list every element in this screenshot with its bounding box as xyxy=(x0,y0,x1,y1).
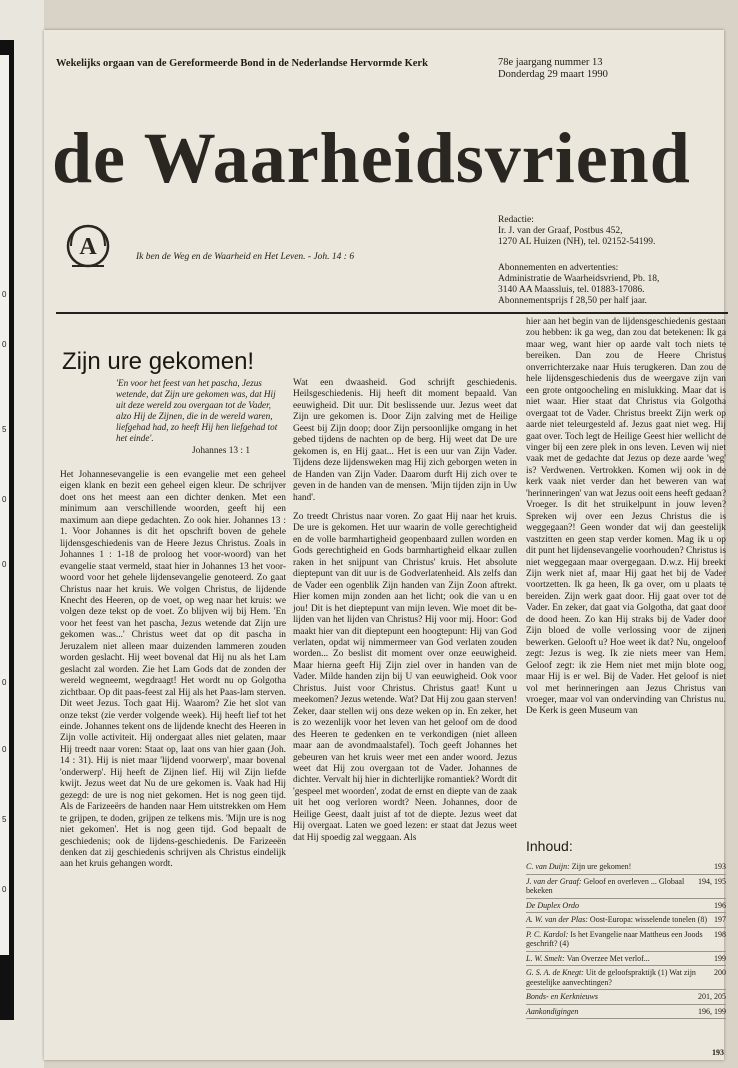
toc-author: J. van der Graaf: xyxy=(526,876,582,886)
toc-entry xyxy=(526,877,694,896)
toc-text: Van Overzee Met verlof... xyxy=(566,953,650,963)
toc-row xyxy=(526,990,726,1005)
issue-date: Donderdag 29 maart 1990 xyxy=(498,69,608,80)
header-divider xyxy=(56,312,728,314)
masthead-title: de Waarheidsvriend xyxy=(52,118,691,198)
toc-entry xyxy=(526,992,598,1002)
binder-tick: 0 xyxy=(2,340,7,349)
abonnementen-line: Administratie de Waarheidsvriend, Pb. 18, xyxy=(498,274,660,284)
toc-page: 194, 195 xyxy=(698,876,726,886)
paragraph: Wat een dwaasheid. God schrijft geschiedenis. Heilsgeschiedenis. Hij heeft dit moment bepaald. Van eeuwigheid. Dit uur. Dit beslissende uur. Jezus weet dat Zijn ure gekomen is. Door Zijn zalving met de Heilige Geest bij Zijn doop; door Zijn persoonlijke omgang in het gebed tijdens de nachten op de berg. Hij weet dat De ure gekomen is, en Hij gaat... Het is een uur van Zijn Vader. Tijdens deze lijdensweken mag Hij zich geborgen weten in de Handen van Zijn Vader. Daarom durft Hij zich over te geven in de handen van de mensen. 'Mijn tijden zijn in Uw hand'. xyxy=(293,378,517,503)
toc-entry xyxy=(526,954,650,964)
toc-entry xyxy=(526,915,707,925)
binder-tick: 0 xyxy=(2,290,7,299)
toc-text: Uit de geloofspraktijk (1) Wat zijn geestelijke aanvechtingen? xyxy=(526,968,696,987)
toc-text: Is het Evangelie naar Mattheus een Joods geschrift? (4) xyxy=(526,929,703,948)
toc-row xyxy=(526,966,726,990)
binder-tick: 0 xyxy=(2,678,7,687)
toc-page: 199 xyxy=(714,953,726,963)
abonnementen-block xyxy=(498,263,659,307)
binder-strip xyxy=(0,0,44,1068)
toc-author: L. W. Smelt: xyxy=(526,953,565,963)
quote-reference: Johannes 13 : 1 xyxy=(192,446,251,456)
binder-tick: 5 xyxy=(2,425,7,434)
paragraph: Het Johannesevangelie is een evangelie met een geheel eigen klank en bezit een geheel eigen kleur. De schrijver doet ons het meest aan een dichter denken. Met een minimum aan verschillende woorden, geeft hij een maximum aan diepe gedachten. Zo ook hier. Johannes 13 : 1. Voor Johannes is dit het opschrift boven de gehele lijdensgeschiedenis van de Heere Jezus Christus. Zoals in Johannes 1 : 1-18 de proloog het voor-woord) van het evangelie staat vermeld, staat hier in Johannes 13 het voor-woord voor het gehele lijdensevangelie genoteerd. Zo gaat Christus naar het kruis. We volgen Christus, de lijdende Knecht des Heeren, op de voet, op weg naar het kruis: we volgen deze tekst op de voet. Zo blijven wij bij Hem. 'En voor het feest van het pascha, Jezus wetende dat Zijn ure gekomen was...' Christus weet dat op dit pascha in Jeruzalem niet alleen maar duizenden lammeren zouden worden geslacht. Hij weet bovenal dat Hij nu als het Lam geslacht zal worden. Zie het Lam Gods dat de zonden der wereld wegneemt, wegdraagt! Het wordt nu op Golgotha zichtbaar. Op dit paas-feest zal Hij als het Paas-lam sterven. Dit weet Jezus. Toch gaat Hij. Waarom? Zie het slot van onze tekst (zie verder volgende week). Hij heeft lief tot het einde. Johannes tekent ons de lijdende knecht des Heeren in Zijn volle activiteit. Hij ondergaat alles niet gelaten, maar Hij treedt naar voren: Staat op, laat ons van hier gaan (Joh. 14 : 31). Hij is niet maar 'lijdend voorwerp', maar bovenal 'onderwerp'. Hij heeft de Zijnen lief. Hij wil Zijn liefde kwijt. Jezus weet dat Nu de ure gekomen is. Vaak had Hij gezegd: de ure is nog niet gekomen. Het is nog geen tijd. Als de Farizeeërs de handen naar Hem uitstrekken om Hem te grijpen, te doden, grijpen ze telkens mis. 'Mijn ure is nog niet gekomen'. Het is nog geen tijd. God bepaalt de geschiedenis; ook de lijdens-geschiedenis. De Farizeeën denken dat zij geschiedenis schrijven als Christus eindelijk aan het kruis gehangen wordt. xyxy=(60,470,286,870)
toc-row xyxy=(526,913,726,928)
article-column-2 xyxy=(293,378,517,852)
toc-row xyxy=(526,860,726,875)
toc-entry xyxy=(526,901,579,911)
toc-page: 200 xyxy=(714,968,726,977)
toc-page: 197 xyxy=(714,915,726,924)
article-column-1 xyxy=(60,470,286,879)
abonnementen-line: Abonnementsprijs f 28,50 per half jaar. xyxy=(498,296,648,306)
abonnementen-line: 3140 AA Maassluis, tel. 01883-17086. xyxy=(498,285,645,295)
abonnementen-line: Abonnementen en advertenties: xyxy=(498,263,619,273)
issue-info xyxy=(498,57,608,81)
table-of-contents xyxy=(526,838,726,1019)
toc-page: 196, 199 xyxy=(698,1006,726,1016)
toc-text: Oost-Europa: wisselende tonelen (8) xyxy=(589,915,707,924)
toc-author: G. S. A. de Knegt: xyxy=(526,968,584,977)
article-quote: 'En voor het feest van het pascha, Jezus wetende, dat Zijn ure gekomen was, dat Hij uit deze wereld zou overgaan tot de Vader, alzo Hij de Zijnen, die in de wereld waren, liefgehad had, zo heeft Hij hen liefgehad tot het einde'. xyxy=(116,378,278,443)
toc-page: 193 xyxy=(714,862,726,871)
toc-row xyxy=(526,928,726,952)
toc-text: Zijn ure gekomen! xyxy=(571,862,632,871)
redactie-line: Ir. J. van der Graaf, Postbus 452, xyxy=(498,226,623,236)
toc-author: De Duplex Ordo xyxy=(526,900,580,910)
newspaper-page xyxy=(44,30,724,1060)
toc-row xyxy=(526,899,726,914)
binder-tick: 0 xyxy=(2,885,7,894)
binder-tick: 0 xyxy=(2,560,7,569)
toc-entry xyxy=(526,862,631,872)
paragraph: hier aan het begin van de lijdensgeschiedenis gestaan zou hebben: ik ga weg, dan zou dat betekenen: Ik ga maar weg, want hier op aarde valt toch niets te bereiken. Dan zou de Heere Christus onverrichterzake naar Huis terugkeren. Dan zou de hele lijdensgeschiedenis dus de weergave zijn van een grote ontgoocheling en mislukking. Maar dat is niet waar. Hier staat dat Christus via Golgotha overgaat tot de Vader. Christus breekt Zijn werk op aarde niet teleurgesteld af. Jezus gaat niet weg. Hij gaat over. Toch legt de Heilige Geest hier wellicht de vinger bij een zere plek in ons leven. Leven wij niet vaak met de gedachte dat Jezus op deze aarde 'weg' is? Verdwenen. Vertrokken. Komen wij ook in de kerk vaak niet verder dan het beweren van wat 'herinneringen' van wat Jezus ooit eens heeft gedaan? Vroeger. Is dit het struikelpunt in jouw leven? Spreken wij over een Jezus Christus die is weggegaan?! Geen wonder dat wij dan geestelijk vastzitten en geen stap verder komen. Mag ik u op dit punt het lijdensevangelie voorhouden? Christus is niet weggegaan maar overgegaan. D.w.z. Hij breekt Zijn werk niet af, maar Hij gaat het bij de Vader voortzetten. Ik ga heen, Ik ga over, om u plaats te bereiden. Zijn werk gaat door. Hij gaat over tot de Vader. En zeker, dat gaat via Golgotha, dat gaat door de dood heen. Zo kan Hij straks bij de Vader door Zijn bloed de volle verlossing voor de zijnen bewerken. Gelooft u? Hoe weet ik dat? Nu, ongeloof zegt: Jezus is weg. Ik zie niets meer van Hem. Geloof zegt: ik zie Hem niet met mijn blote oog, maar Hij is er wel. Bij de Vader. Het geloof is niet vol met herinneringen aan Jezus Christus van vroeger, maar vol van ondervinding van Christus nu. De Kerk is geen Museum van xyxy=(526,317,726,717)
toc-row xyxy=(526,875,726,899)
toc-row xyxy=(526,952,726,967)
toc-entry xyxy=(526,1007,578,1017)
toc-author: C. van Duijn: xyxy=(526,862,570,871)
jaargang: 78e jaargang nummer 13 xyxy=(498,57,603,68)
toc-entry xyxy=(526,968,710,987)
toc-page: 201, 205 xyxy=(698,992,726,1001)
toc-title: Inhoud: xyxy=(526,838,573,854)
redactie-block xyxy=(498,215,655,248)
redactie-line: Redactie: xyxy=(498,215,534,225)
binder-tick: 0 xyxy=(2,745,7,754)
article-column-3 xyxy=(526,317,726,726)
page-number: 193 xyxy=(712,1048,724,1057)
toc-page: 196 xyxy=(714,900,726,910)
binder-tick: 5 xyxy=(2,815,7,824)
toc-author: Bonds- en Kerknieuws xyxy=(526,992,598,1001)
toc-entry xyxy=(526,930,710,949)
toc-author: P. C. Kardol: xyxy=(526,929,569,939)
article-title: Zijn ure gekomen! xyxy=(62,348,255,375)
toc-text: Geloof en overleven ... Globaal bekeken xyxy=(526,876,685,895)
toc-page: 198 xyxy=(714,929,726,939)
organ-line: Wekelijks orgaan van de Gereformeerde Bond in de Nederlandse Hervormde Kerk xyxy=(56,58,428,69)
toc-author: A. W. van der Plas: xyxy=(526,915,588,924)
logo-letter: A xyxy=(79,234,97,260)
redactie-line: 1270 AL Huizen (NH), tel. 02152-54199. xyxy=(498,237,656,247)
toc-row xyxy=(526,1005,726,1020)
alpha-omega-logo-icon xyxy=(62,218,114,270)
paragraph: Zo treedt Christus naar voren. Zo gaat Hij naar het kruis. De ure is gekomen. Het uur waarin de volle gerechtigheid en de volle barmhartigheid geopenbaard zullen worden en Gods gerechtigheid en Gods barmhartigheid elkaar zullen raken in het snijpunt van Christus' kruis. Het absolute dieptepunt van dit uur is de Godverlatenheid. Als zelfs dan de Vader een ogenblik Zijn handen van Zijn Zoon aftrekt. Hier komen mijn zonden aan het licht; ook die van u en jou! Dit is het dieptepunt van mijn leven. Wie moet dit be-lijden van het lijden van Christus? Hij voor mij. Hoor: God maakt hier van dit dieptepunt een hoogtepunt: Hij van God verlaten, opdat wij nimmermeer van God verlaten zouden worden... Zo beslist dit moment over onze eeuwigheid. Maar hierna geeft Hij Zijn ziel over in handen van de Vader. Milde handen zijn bij U van eeuwigheid. Ook voor Christus. Juist voor Christus. Christus gaat! Kunt u meekomen? Jezus wetende. Wat? Dat Hij zou gaan sterven! Zeker, daar stellen wij ons deze weken op in. En zeker, het is zo wezenlijk voor het leven van het geloof om de dood des Heeren te gedenken en te verkondigen (niet alleen maar aan de avondmaalstafel). Toch geeft Johannes het gebeuren van het kruis weer met een ander woord. Jezus weet dat Hij zou overgaan tot de Vader. Johannes de dichter. Vervalt hij hier in dichterlijke romantiek? Wordt dit 'gespeel met woorden', zodat de ernst en diepte van de zaak uit het oog verloren wordt? Neen. Johannes, door de Heilige Geest, daalt juist af tot de diepte. Jezus weet dat Hij overgaat. Laten we goed lezen: er staat dat Jezus weet dat Hij spoedig zal weggaan. Als xyxy=(293,511,517,843)
toc-author: Aankondigingen xyxy=(526,1006,579,1016)
binder-tick: 0 xyxy=(2,495,7,504)
motto: Ik ben de Weg en de Waarheid en Het Leven. - Joh. 14 : 6 xyxy=(136,252,355,262)
